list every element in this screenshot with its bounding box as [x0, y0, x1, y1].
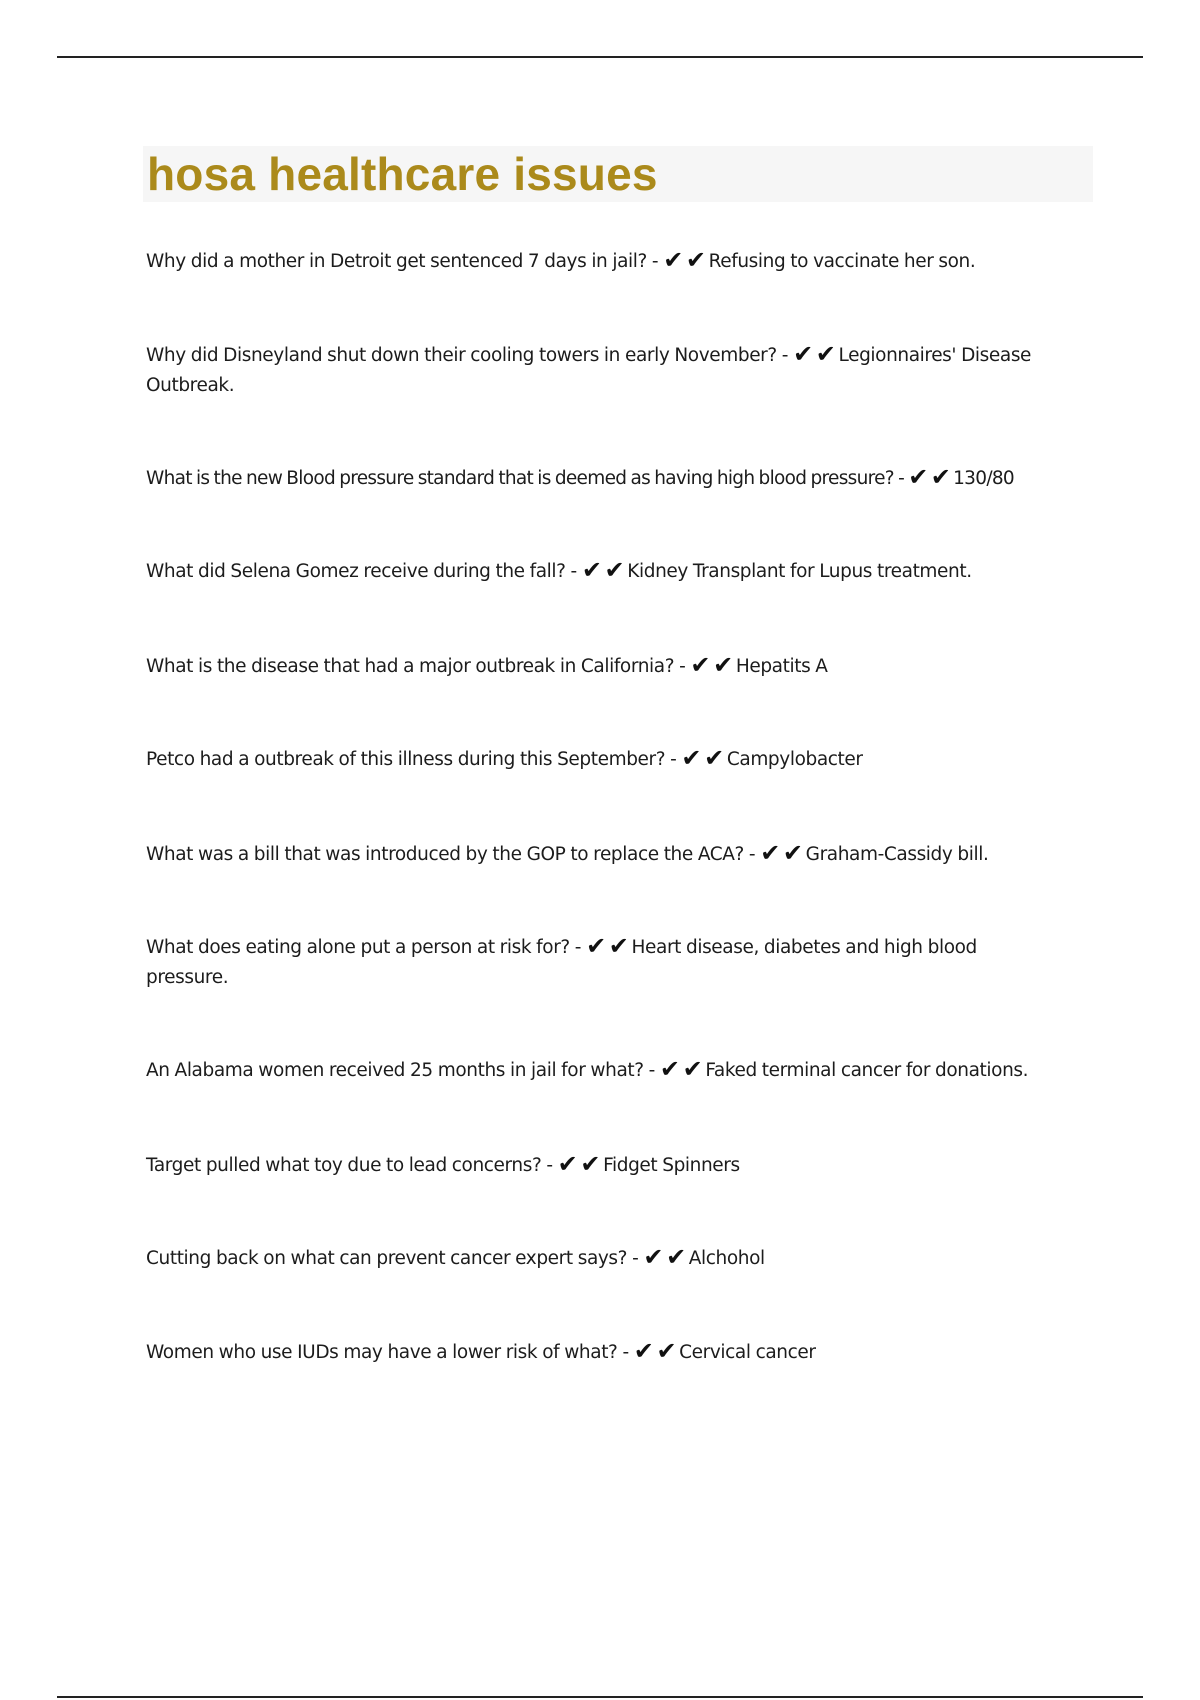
checkmark-icon: ✔	[666, 1243, 686, 1271]
separator: -	[617, 1342, 634, 1363]
checkmark-icon: ✔	[659, 1055, 680, 1083]
separator: -	[743, 844, 761, 865]
question-text: What did Selena Gomez receive during the fall?	[146, 561, 566, 582]
question-text: Why did Disneyland shut down their cooling towers in early November?	[146, 345, 777, 366]
separator: -	[627, 1248, 644, 1269]
checkmark-icon: ✔	[586, 932, 606, 960]
question-text: What was a bill that was introduced by the GOP to replace the ACA?	[146, 844, 744, 865]
qa-item	[146, 840, 1096, 870]
qa-item	[146, 247, 1096, 277]
checkmark-icon: ✔	[782, 839, 803, 867]
separator: -	[565, 561, 582, 582]
question-text: Women who use IUDs may have a lower risk of what?	[146, 1342, 618, 1363]
checkmark-icon: ✔	[760, 839, 780, 867]
checkmark-icon: ✔	[604, 556, 625, 584]
answer-text: Heart disease, diabetes and high blood pressure.	[146, 937, 977, 988]
question-text: What is the new Blood pressure standard that is deemed as having high blood pressure?	[146, 468, 894, 489]
question-text: Target pulled what toy due to lead concerns?	[146, 1155, 542, 1176]
question-text: Cutting back on what can prevent cancer expert says?	[146, 1248, 628, 1269]
qa-item	[146, 341, 1076, 401]
question-text: Why did a mother in Detroit get sentenced 7 days in jail?	[146, 251, 647, 272]
checkmark-icon: ✔	[793, 340, 813, 368]
qa-item	[146, 1056, 1096, 1086]
answer-text: Campylobacter	[726, 749, 863, 770]
checkmark-icon: ✔	[581, 556, 602, 584]
checkmark-icon: ✔	[690, 651, 711, 679]
qa-item	[146, 933, 1026, 993]
answer-text: Hepatits A	[735, 656, 828, 677]
qa-item	[146, 557, 1096, 587]
checkmark-icon: ✔	[608, 932, 629, 960]
checkmark-icon: ✔	[633, 1337, 654, 1365]
checkmark-icon: ✔	[681, 744, 702, 772]
document-title: hosa healthcare issues	[147, 148, 658, 200]
checkmark-icon: ✔	[930, 463, 951, 491]
checkmark-icon: ✔	[663, 246, 683, 274]
qa-item	[146, 464, 1096, 494]
checkmark-icon: ✔	[682, 1055, 703, 1083]
qa-item	[146, 745, 1096, 775]
answer-text: Refusing to vaccinate her son.	[708, 251, 976, 272]
answer-text: Cervical cancer	[679, 1342, 816, 1363]
checkmark-icon: ✔	[704, 744, 724, 772]
answer-text: Fidget Spinners	[603, 1155, 740, 1176]
question-text: Petco had a outbreak of this illness during this September?	[146, 749, 666, 770]
qa-item	[146, 1244, 1096, 1274]
checkmark-icon: ✔	[580, 1150, 601, 1178]
separator: -	[665, 749, 682, 770]
checkmark-icon: ✔	[685, 246, 706, 274]
qa-item	[146, 652, 1096, 682]
separator: -	[569, 937, 587, 958]
answer-text: Faked terminal cancer for donations.	[705, 1060, 1029, 1081]
question-text: What does eating alone put a person at risk for?	[146, 937, 570, 958]
question-text: What is the disease that had a major outbreak in California?	[146, 656, 675, 677]
separator: -	[893, 468, 909, 489]
answer-text: Kidney Transplant for Lupus treatment.	[627, 561, 972, 582]
separator: -	[646, 251, 664, 272]
checkmark-icon: ✔	[656, 1337, 677, 1365]
checkmark-icon: ✔	[815, 340, 836, 368]
checkmark-icon: ✔	[643, 1243, 664, 1271]
qa-item	[146, 1151, 1096, 1181]
answer-text: Alchohol	[688, 1248, 765, 1269]
separator: -	[674, 656, 691, 677]
question-text: An Alabama women received 25 months in jail for what?	[146, 1060, 644, 1081]
answer-text: Legionnaires' Disease Outbreak.	[146, 345, 1032, 396]
separator: -	[776, 345, 794, 366]
answer-text: Graham-Cassidy bill.	[805, 844, 989, 865]
qa-item	[146, 1338, 1096, 1368]
checkmark-icon: ✔	[713, 651, 733, 679]
separator: -	[541, 1155, 558, 1176]
answer-text: 130/80	[953, 468, 1014, 489]
separator: -	[643, 1060, 660, 1081]
bottom-rule	[57, 1696, 1143, 1698]
checkmark-icon: ✔	[908, 463, 928, 491]
checkmark-icon: ✔	[557, 1150, 578, 1178]
top-rule	[57, 56, 1143, 58]
